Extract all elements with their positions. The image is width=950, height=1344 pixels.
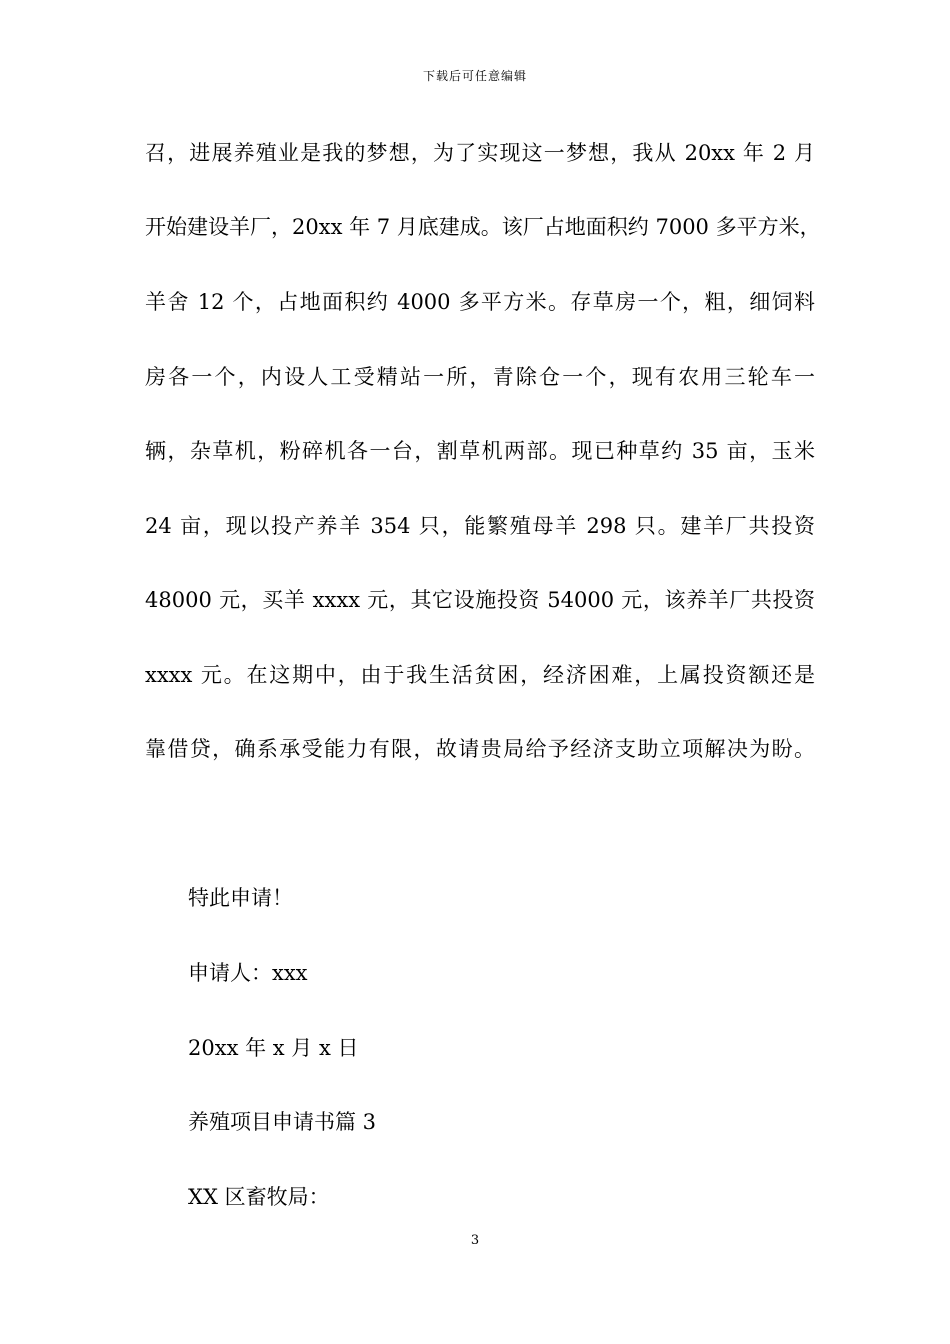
paragraph-line: 48000 元，买羊 xxxx 元，其它设施投资 54000 元，该养羊厂共投资: [145, 588, 815, 612]
section-title: 养殖项目申请书篇 3: [188, 1110, 377, 1134]
paragraph-line: xxxx 元。在这期中，由于我生活贫困，经济困难，上属投资额还是: [145, 663, 815, 687]
page-number: 3: [470, 1233, 480, 1248]
paragraph-line: 靠借贷，确系承受能力有限，故请贵局给予经济支助立项解决为盼。: [145, 737, 815, 761]
salutation-line: XX 区畜牧局：: [188, 1185, 330, 1209]
header-note: 下载后可任意编辑: [422, 69, 527, 83]
closing-statement: 特此申请！: [188, 886, 293, 910]
paragraph-line: 房各一个，内设人工受精站一所，青除仓一个，现有农用三轮车一: [145, 365, 815, 389]
paragraph-line: 羊舍 12 个，占地面积约 4000 多平方米。存草房一个，粗，细饲料: [145, 290, 815, 314]
paragraph-line: 辆，杂草机，粉碎机各一台，割草机两部。现已种草约 35 亩，玉米: [145, 439, 815, 463]
paragraph-line: 开始建设羊厂，20xx 年 7 月底建成。该厂占地面积约 7000 多平方米，: [145, 215, 821, 239]
applicant-line: 申请人：xxx: [188, 961, 308, 985]
date-line: 20xx 年 x 月 x 日: [188, 1036, 359, 1060]
paragraph-line: 24 亩，现以投产养羊 354 只，能繁殖母羊 298 只。建羊厂共投资: [145, 514, 815, 538]
paragraph-line: 召，进展养殖业是我的梦想，为了实现这一梦想，我从 20xx 年 2 月: [145, 141, 815, 165]
